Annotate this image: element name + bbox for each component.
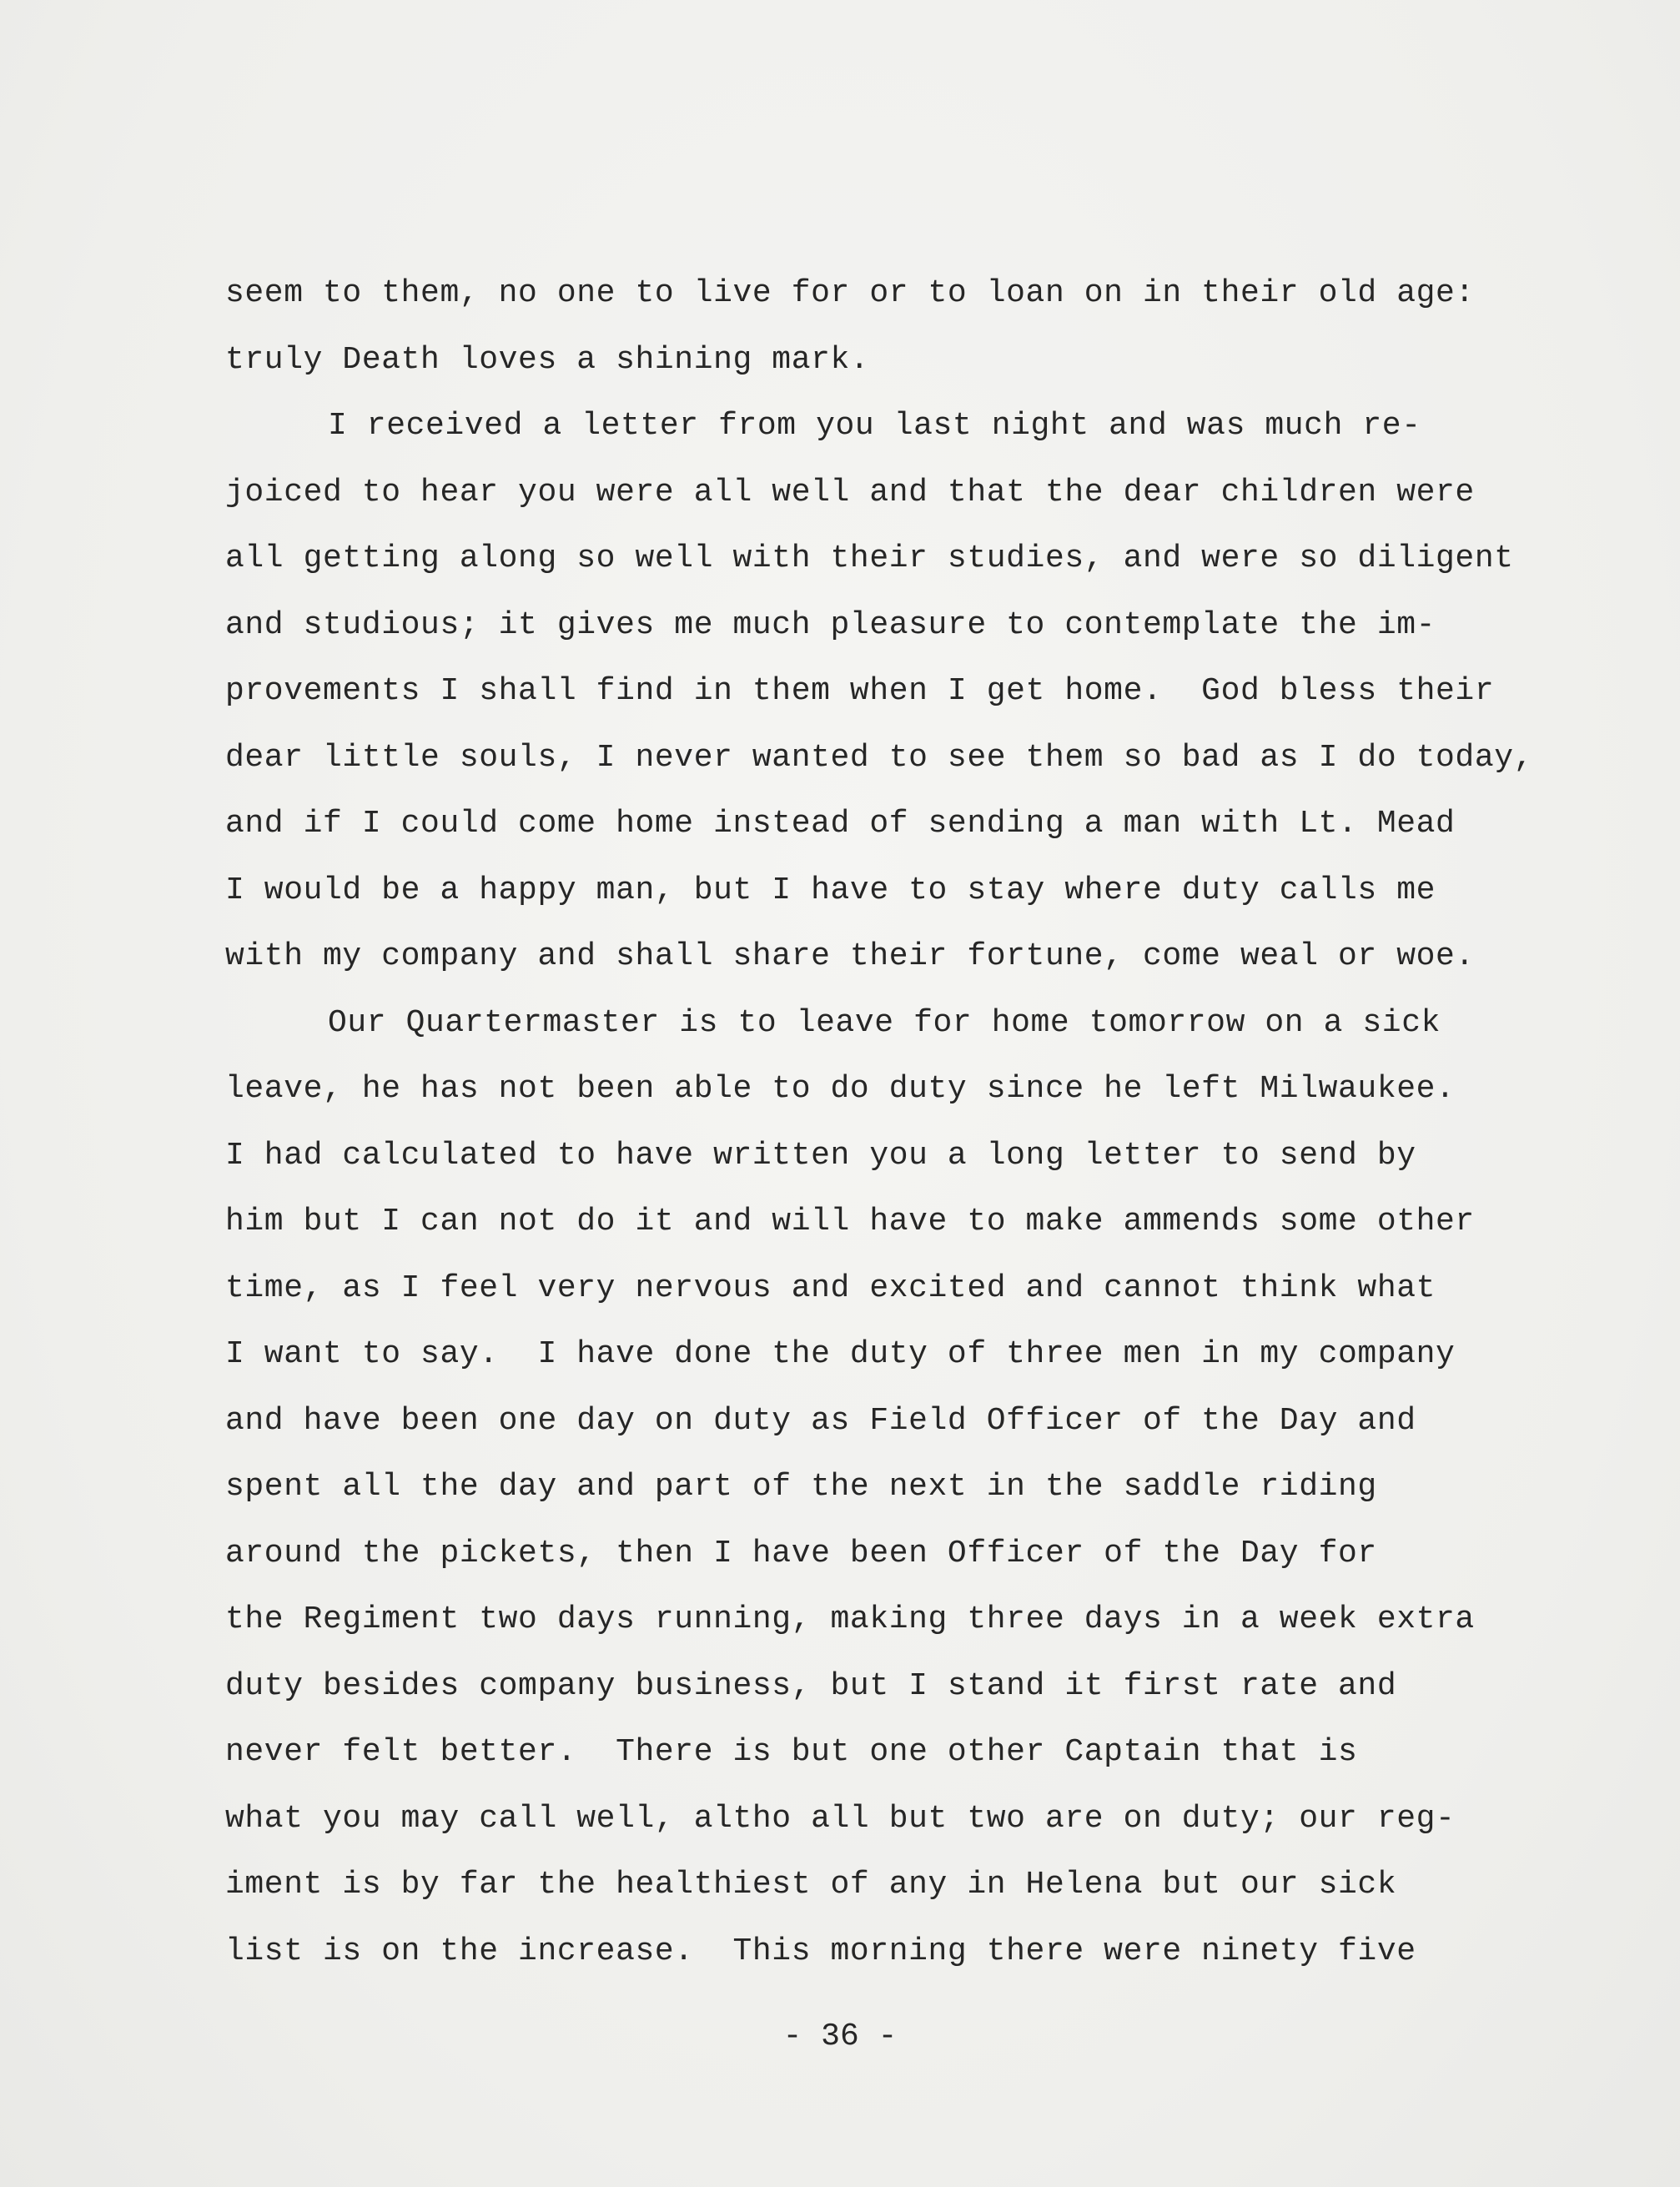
text-line: all getting along so well with their studies, and were so diligent xyxy=(225,540,1514,576)
paragraph-start-line: Our Quartermaster is to leave for home tomorrow on a sick xyxy=(328,1004,1441,1041)
text-line: seem to them, no one to live for or to loan on in their old age: xyxy=(225,275,1475,311)
text-line: around the pickets, then I have been Officer of the Day for xyxy=(225,1535,1377,1571)
page-number: - 36 - xyxy=(782,2019,898,2054)
text-line: list is on the increase. This morning there were ninety five xyxy=(225,1933,1416,1969)
text-line: iment is by far the healthiest of any in Helena but our sick xyxy=(225,1867,1397,1903)
text-line: and studious; it gives me much pleasure to contemplate the im- xyxy=(225,606,1436,643)
letter-body xyxy=(225,260,1577,1984)
text-line: and if I could come home instead of sending a man with Lt. Mead xyxy=(225,806,1456,842)
text-line: leave, he has not been able to do duty since he left Milwaukee. xyxy=(225,1071,1456,1107)
text-line: what you may call well, altho all but two are on duty; our reg- xyxy=(225,1800,1456,1837)
text-line: spent all the day and part of the next in the saddle riding xyxy=(225,1469,1377,1505)
text-line: dear little souls, I never wanted to see them so bad as I do today, xyxy=(225,739,1534,776)
text-line: the Regiment two days running, making three days in a week extra xyxy=(225,1601,1475,1637)
text-line: truly Death loves a shining mark. xyxy=(225,341,870,378)
text-line: joiced to hear you were all well and that the dear children were xyxy=(225,474,1475,510)
text-line: I want to say. I have done the duty of three men in my company xyxy=(225,1336,1456,1372)
text-line: time, as I feel very nervous and excited and cannot think what xyxy=(225,1269,1436,1306)
text-line: I would be a happy man, but I have to stay where duty calls me xyxy=(225,872,1436,908)
text-line: provements I shall find in them when I get home. God bless their xyxy=(225,673,1495,709)
text-line: never felt better. There is but one other Captain that is xyxy=(225,1734,1358,1770)
paragraph-start-line: I received a letter from you last night and was much re- xyxy=(328,408,1421,444)
text-line: I had calculated to have written you a long letter to send by xyxy=(225,1137,1416,1174)
text-line: duty besides company business, but I stand it first rate and xyxy=(225,1667,1397,1704)
text-line: with my company and shall share their fortune, come weal or woe. xyxy=(225,938,1475,974)
text-line: and have been one day on duty as Field Officer of the Day and xyxy=(225,1402,1416,1439)
text-line: him but I can not do it and will have to make ammends some other xyxy=(225,1204,1475,1239)
